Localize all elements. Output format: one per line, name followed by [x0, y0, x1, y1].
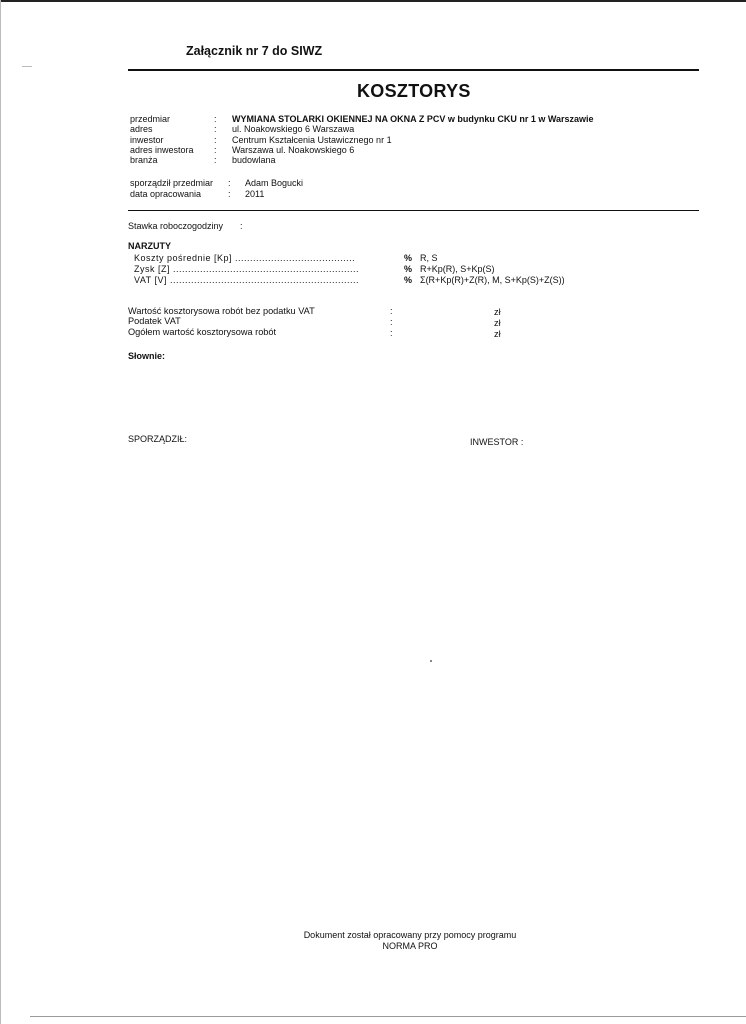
markup-label-vat: VAT [V] ............................................................... [134, 275, 360, 285]
footer-line-program: Dokument został opracowany przy pomocy programu [303, 930, 517, 940]
scan-edge-bottom [30, 1016, 746, 1017]
date-label: data opracowania [130, 189, 202, 199]
in-words-label: Słownie: [128, 351, 166, 361]
margin-mark [22, 66, 32, 67]
cost-currency: zł [494, 329, 501, 339]
scan-edge-top [0, 0, 746, 2]
scan-edge-left [0, 0, 1, 1024]
markup-unit: % [404, 253, 413, 263]
prepared-by-label: sporządził przedmiar [130, 178, 214, 188]
markups-heading: NARZUTY [128, 241, 171, 251]
markup-label-profit: Zysk [Z] .............................................................. [134, 264, 360, 274]
meta-label-investor: inwestor [130, 135, 164, 145]
meta-value-branch: budowlana [232, 155, 276, 165]
meta-label-address: adres [130, 124, 153, 134]
section-rule [128, 210, 699, 211]
document-title: KOSZTORYS [357, 81, 471, 101]
cost-label-vat: Podatek VAT [128, 316, 181, 326]
rate-label: Stawka roboczogodziny [128, 221, 224, 231]
meta-colon: : [214, 114, 217, 124]
meta-value-investor-address: Warszawa ul. Noakowskiego 6 [232, 145, 355, 155]
markup-unit: % [404, 275, 413, 285]
rate-colon: : [240, 221, 243, 231]
meta-value-subject: WYMIANA STOLARKI OKIENNEJ NA OKNA Z PCV w budynku CKU nr 1 w Warszawie [232, 114, 594, 124]
prepared-by-value: Adam Bogucki [245, 178, 304, 188]
cost-currency: zł [494, 318, 501, 328]
investor-signature-label: INWESTOR : [470, 437, 524, 447]
markup-basis-profit: R+Kp(R), S+Kp(S) [420, 264, 495, 274]
meta-label-branch: branża [130, 155, 158, 165]
header-rule [128, 69, 699, 71]
meta-colon: : [214, 145, 217, 155]
prepared-by-signature-label: SPORZĄDZIŁ: [128, 434, 188, 444]
cost-colon: : [390, 306, 393, 316]
cost-colon: : [390, 317, 393, 327]
date-value: 2011 [245, 189, 265, 199]
prepared-by-colon: : [228, 178, 231, 188]
meta-label-investor-address: adres inwestora [130, 145, 194, 155]
meta-colon: : [214, 124, 217, 134]
attachment-label: Załącznik nr 7 do SIWZ [186, 44, 323, 58]
cost-label-total: Ogółem wartość kosztorysowa robót [128, 327, 277, 337]
markup-basis-vat: Σ(R+Kp(R)+Z(R), M, S+Kp(S)+Z(S)) [420, 275, 565, 285]
cost-colon: : [390, 328, 393, 338]
date-colon: : [228, 189, 231, 199]
meta-colon: : [214, 135, 217, 145]
cost-currency: zł [494, 307, 501, 317]
markup-basis-indirect-costs: R, S [420, 253, 438, 263]
meta-colon: : [214, 155, 217, 165]
cost-label-net-value: Wartość kosztorysowa robót bez podatku VAT [128, 306, 315, 316]
meta-label-subject: przedmiar [130, 114, 171, 124]
scan-speck [430, 660, 432, 662]
meta-value-address: ul. Noakowskiego 6 Warszawa [232, 124, 355, 134]
markup-label-indirect-costs: Koszty pośrednie [Kp] ........................................ [134, 253, 356, 263]
footer-line-product: NORMA PRO [382, 941, 438, 951]
meta-value-investor: Centrum Kształcenia Ustawicznego nr 1 [232, 135, 392, 145]
markup-unit: % [404, 264, 413, 274]
